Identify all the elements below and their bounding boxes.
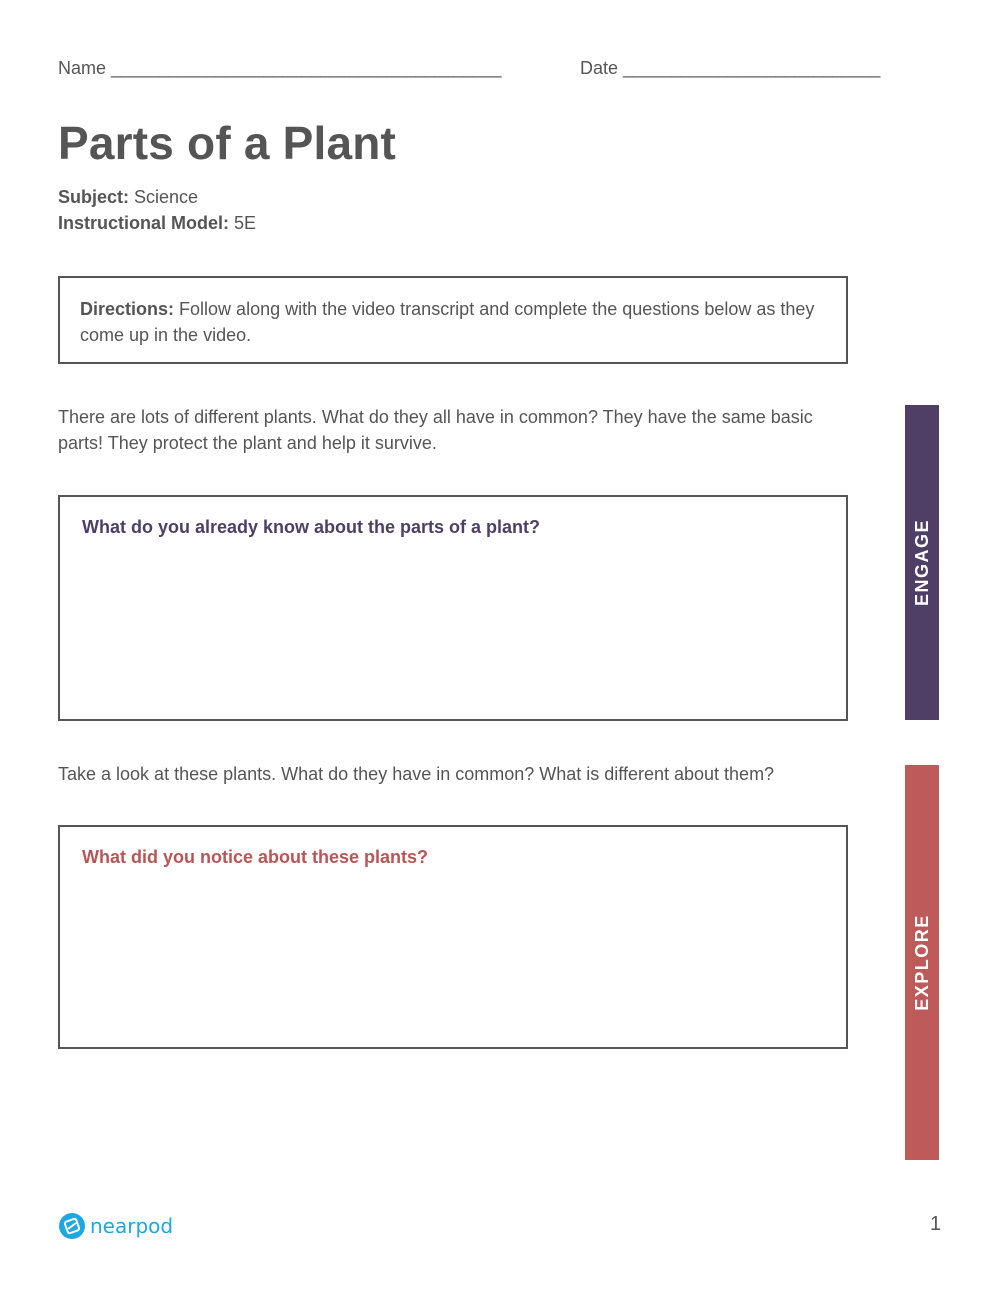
question-engage: What do you already know about the parts of a plant? (82, 517, 541, 537)
date-line[interactable]: ___________________________ (623, 58, 880, 78)
model-value: 5E (234, 213, 257, 233)
explore-tab-label: EXPLORE (911, 914, 932, 1011)
name-line[interactable]: _________________________________________ (111, 58, 501, 78)
intro-paragraph: There are lots of different plants. What do they all have in common? They have the same basic parts! They protect the plant and help it survive. (58, 407, 813, 453)
name-field[interactable] (58, 58, 501, 79)
engage-tab (905, 405, 939, 720)
directions-body: Follow along with the video transcript and complete the questions below as they come up in the video. (80, 299, 815, 345)
subject-value: Science (134, 187, 199, 207)
explore-tab (905, 765, 939, 1160)
look-paragraph: Take a look at these plants. What do they have in common? What is different about them? (58, 764, 775, 784)
page-number: 1 (930, 1213, 942, 1235)
directions-text (80, 296, 820, 348)
subject-label: Subject: (58, 187, 130, 207)
model-label: Instructional Model: (58, 213, 229, 233)
date-field[interactable] (580, 58, 880, 79)
answer-field-explore[interactable] (82, 881, 826, 1035)
directions-label: Directions: (80, 299, 175, 319)
nearpod-logo-text: nearpod (90, 1214, 174, 1238)
answer-field-engage[interactable] (82, 551, 826, 705)
question-box-explore (58, 825, 848, 1049)
page-title: Parts of a Plant (58, 117, 397, 169)
question-explore: What did you notice about these plants? (82, 847, 429, 867)
nearpod-logo-icon (58, 1212, 86, 1240)
nearpod-logo (58, 1212, 173, 1240)
name-label: Name (58, 58, 107, 78)
model-line (58, 213, 256, 234)
date-label: Date (580, 58, 619, 78)
directions-box (58, 276, 848, 364)
engage-tab-label: ENGAGE (911, 518, 932, 607)
question-box-engage (58, 495, 848, 721)
subject-line (58, 187, 198, 208)
